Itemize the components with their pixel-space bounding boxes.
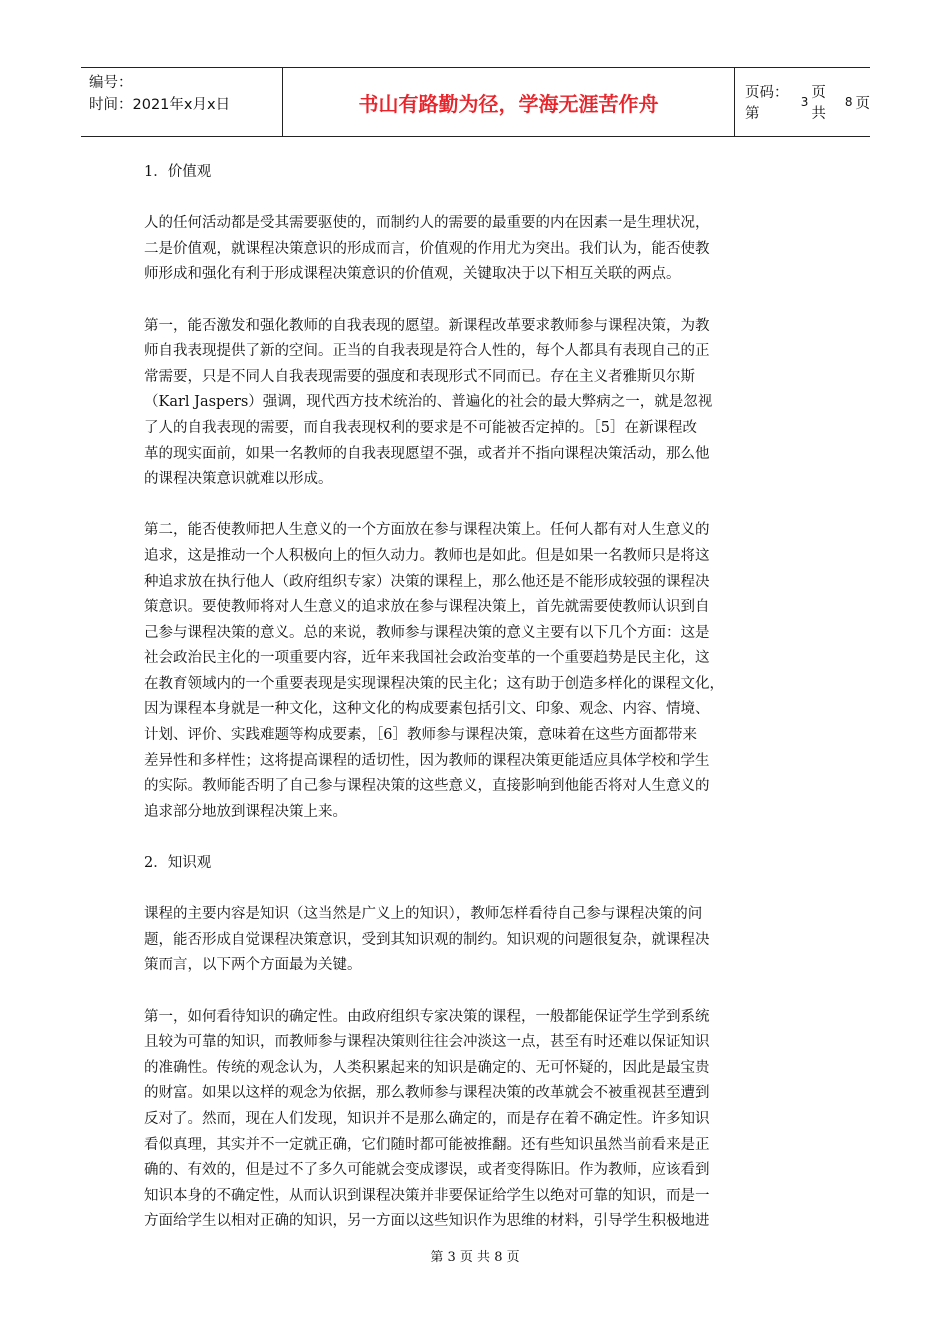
header-page-info bbox=[735, 68, 870, 136]
text-line: 了人的自我表现的需要，而自我表现权利的要求是不可能被否定掉的。［5］在新课程改 bbox=[144, 419, 697, 436]
text-line: 革的现实面前，如果一名教师的自我表现愿望不强，或者并不指向课程决策活动，那么他 bbox=[144, 445, 710, 462]
text-line: 策而言，以下两个方面最为关键。 bbox=[144, 957, 362, 974]
page-mid: 页 共 bbox=[811, 85, 826, 122]
text-line: （Karl Jaspers）强调，现代西方技术统治的、普遍化的社会的最大弊病之一，就是忽视 bbox=[144, 394, 713, 411]
text-line: 的课程决策意识就难以形成。 bbox=[144, 471, 333, 488]
text-line: 因为课程本身就是一种文化，这种文化的构成要素包括引文、印象、观念、内容、情境、 bbox=[144, 701, 710, 718]
text-line: 2．知识观 bbox=[144, 855, 212, 872]
text-line: 方面给学生以相对正确的知识，另一方面以这些知识作为思维的材料，引导学生积极地进 bbox=[144, 1213, 710, 1230]
paragraph-gap bbox=[144, 825, 804, 851]
text-line: 计划、评价、实践难题等构成要素，［6］教师参与课程决策，意味着在这些方面都带来 bbox=[144, 727, 697, 744]
document-body bbox=[144, 160, 804, 1235]
header-meta bbox=[81, 68, 283, 136]
text-line: 策意识。要使教师将对人生意义的追求放在参与课程决策上，首先就需要使教师认识到自 bbox=[144, 599, 710, 616]
doc-number-label: 编号： bbox=[89, 75, 133, 91]
text-line: 己参与课程决策的意义。总的来说，教师参与课程决策的意义主要有以下几个方面：这是 bbox=[144, 624, 710, 641]
text-line: 追求，这是推动一个人积极向上的恒久动力。教师也是如此。但是如果一名教师只是将这 bbox=[144, 547, 710, 564]
text-line: 差异性和多样性；这将提高课程的适切性，因为教师的课程决策更能适应具体学校和学生 bbox=[144, 752, 710, 769]
text-line: 题，能否形成自觉课程决策意识，受到其知识观的制约。知识观的问题很复杂，就课程决 bbox=[144, 931, 710, 948]
text-line: 常需要，只是不同人自我表现需要的强度和表现形式不同而已。存在主义者雅斯贝尔斯 bbox=[144, 368, 695, 385]
paragraph-gap bbox=[144, 493, 804, 519]
text-line: 第一，如何看待知识的确定性。由政府组织专家决策的课程，一般都能保证学生学到系统 bbox=[144, 1008, 710, 1025]
text-line: 第二，能否使教师把人生意义的一个方面放在参与课程决策上。任何人都有对人生意义的 bbox=[144, 522, 710, 539]
text-line: 的财富。如果以这样的观念为依据，那么教师参与课程决策的改革就会不被重视甚至遭到 bbox=[144, 1085, 710, 1102]
text-line: 第一，能否激发和强化教师的自我表现的愿望。新课程改革要求教师参与课程决策，为教 bbox=[144, 317, 710, 334]
text-line: 确的、有效的，但是过不了多久可能就会变成谬误，或者变得陈旧。作为教师，应该看到 bbox=[144, 1162, 710, 1179]
page-prefix: 页码：第 bbox=[745, 85, 789, 122]
paragraph-gap bbox=[144, 186, 804, 212]
page-suffix: 页 bbox=[855, 95, 870, 112]
header-motto-cell bbox=[283, 68, 735, 136]
text-line: 看似真理，其实并不一定就正确，它们随时都可能被推翻。还有些知识虽然当前看来是正 bbox=[144, 1136, 710, 1153]
text-line: 追求部分地放到课程决策上来。 bbox=[144, 803, 347, 820]
page-footer: 第 3 页 共 8 页 bbox=[430, 1250, 520, 1265]
text-line: 的实际。教师能否明了自己参与课程决策的这些意义，直接影响到他能否将对人生意义的 bbox=[144, 778, 710, 795]
text-line: 1．价值观 bbox=[144, 164, 212, 180]
text-line: 师形成和强化有利于形成课程决策意识的价值观，关键取决于以下相互关联的两点。 bbox=[144, 266, 681, 283]
text-line: 的准确性。传统的观念认为，人类积累起来的知识是确定的、无可怀疑的，因此是最宝贵 bbox=[144, 1059, 710, 1076]
page-total: 8 bbox=[844, 95, 853, 109]
text-line: 在教育领域内的一个重要表现是实现课程决策的民主化；这有助于创造多样化的课程文化， bbox=[144, 675, 724, 692]
text-line: 师自我表现提供了新的空间。正当的自我表现是符合人性的，每个人都具有表现自己的正 bbox=[144, 343, 710, 360]
text-line: 社会政治民主化的一项重要内容，近年来我国社会政治变革的一个重要趋势是民主化，这 bbox=[144, 650, 710, 667]
paragraph-gap bbox=[144, 877, 804, 903]
page-header bbox=[81, 67, 870, 137]
header-motto: 书山有路勤为径，学海无涯苦作舟 bbox=[358, 91, 659, 116]
text-line: 且较为可靠的知识，而教师参与课程决策则往往会冲淡这一点，甚至有时还难以保证知识 bbox=[144, 1034, 710, 1051]
doc-time-label: 时间：2021年x月x日 bbox=[89, 97, 231, 113]
paragraph-gap bbox=[144, 288, 804, 314]
text-line: 知识本身的不确定性，从而认识到课程决策并非要保证给学生以绝对可靠的知识，而是一 bbox=[144, 1187, 710, 1204]
text-line: 二是价值观，就课程决策意识的形成而言，价值观的作用尤为突出。我们认为，能否使教 bbox=[144, 240, 710, 257]
text-line: 人的任何活动都是受其需要驱使的，而制约人的需要的最重要的内在因素一是生理状况， bbox=[144, 215, 710, 232]
text-line: 课程的主要内容是知识（这当然是广义上的知识），教师怎样看待自己参与课程决策的问 bbox=[144, 906, 703, 923]
paragraph-gap bbox=[144, 979, 804, 1005]
text-line: 反对了。然而，现在人们发现，知识并不是那么确定的，而是存在着不确定性。许多知识 bbox=[144, 1110, 710, 1127]
page-current: 3 bbox=[800, 95, 809, 109]
text-line: 种追求放在执行他人（政府组织专家）决策的课程上，那么他还是不能形成较强的课程决 bbox=[144, 573, 710, 590]
